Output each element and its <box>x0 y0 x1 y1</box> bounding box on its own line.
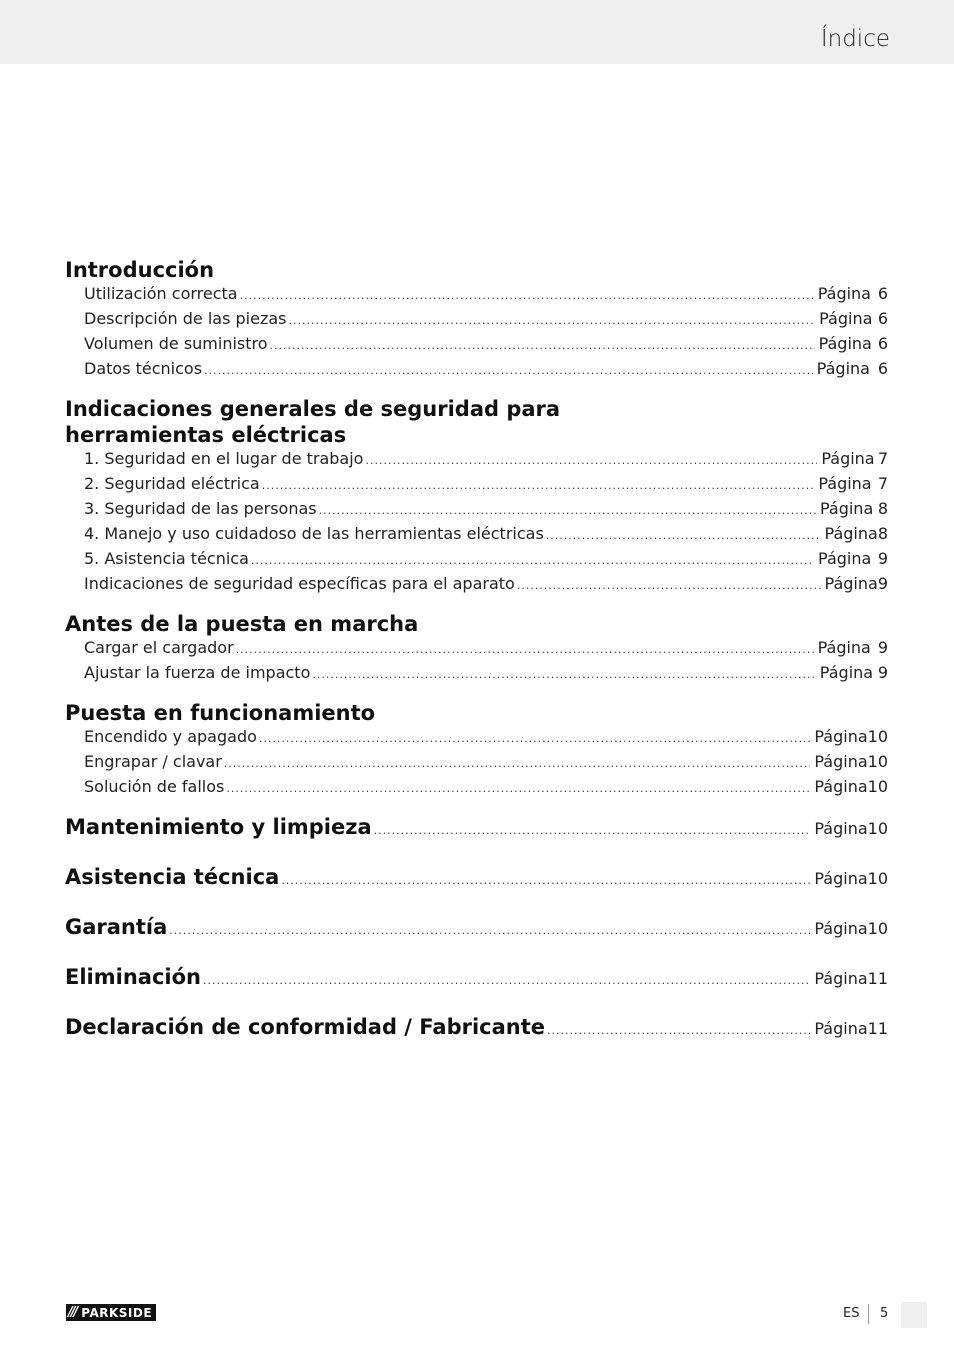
entry-label: 4. Manejo y uso cuidadoso de las herramientas eléctricas <box>84 524 544 543</box>
toc-entry[interactable] <box>65 574 888 599</box>
parkside-logo <box>66 1304 156 1321</box>
dot-leader <box>169 924 810 937</box>
entry-label: 5. Asistencia técnica <box>84 549 249 568</box>
dot-leader <box>224 757 811 770</box>
dot-leader <box>374 824 811 837</box>
section-title: Mantenimiento y limpieza <box>65 815 372 839</box>
page-title: Índice <box>820 26 890 52</box>
header-bar <box>0 0 954 64</box>
page-word: Página <box>814 727 868 746</box>
section-title: Garantía <box>65 915 168 939</box>
toc-section-eliminacion[interactable] <box>65 965 888 1015</box>
toc-entry[interactable] <box>65 359 888 384</box>
page-word: Página <box>818 474 872 493</box>
toc-entry[interactable] <box>65 309 888 334</box>
section-title: Introducción <box>65 258 215 282</box>
page-word: Página <box>817 638 871 657</box>
toc-section-introduccion <box>65 258 888 384</box>
entry-label: Descripción de las piezas <box>84 309 287 328</box>
entry-label: 2. Seguridad eléctrica <box>84 474 260 493</box>
toc-section-garantia[interactable] <box>65 915 888 965</box>
page-word: Página <box>814 752 868 771</box>
page-word: Página <box>814 1019 868 1038</box>
toc-section-asistencia-tecnica[interactable] <box>65 865 888 915</box>
dot-leader <box>288 314 815 327</box>
entry-label: Volumen de suministro <box>84 334 268 353</box>
dot-leader <box>262 479 815 492</box>
dot-leader <box>240 289 814 302</box>
toc-entry[interactable] <box>65 474 888 499</box>
page-number: 10 <box>867 727 888 746</box>
page-number: 6 <box>877 309 888 328</box>
footer-divider <box>868 1304 869 1324</box>
page-number: 7 <box>877 449 888 468</box>
page-word: Página <box>814 919 868 938</box>
page-number: 10 <box>867 752 888 771</box>
page-word: Página <box>814 869 868 888</box>
page-number: 7 <box>877 474 888 493</box>
dot-leader <box>236 643 814 656</box>
dot-leader <box>270 339 815 352</box>
page-word: Página <box>816 359 870 378</box>
page-number: 9 <box>877 638 888 657</box>
entry-label: Datos técnicos <box>84 359 203 378</box>
footer-tab-box <box>901 1302 927 1328</box>
page-number: 6 <box>877 359 888 378</box>
dot-leader <box>547 1024 810 1037</box>
page-number: 6 <box>877 284 888 303</box>
section-title-line-2: herramientas eléctricas <box>65 423 347 447</box>
dot-leader <box>281 874 810 887</box>
toc-section-antes-puesta-en-marcha <box>65 612 888 688</box>
toc-entry[interactable] <box>65 524 888 549</box>
page-word: Página <box>817 284 871 303</box>
toc-entry[interactable] <box>65 284 888 309</box>
dot-leader <box>251 554 814 567</box>
section-title: Antes de la puesta en marcha <box>65 612 419 636</box>
page-word: Página <box>814 969 868 988</box>
dot-leader <box>365 454 817 467</box>
entry-label: Indicaciones de seguridad específicas para el aparato <box>84 574 515 593</box>
section-title: Eliminación <box>65 965 201 989</box>
toc-section-declaracion[interactable] <box>65 1015 888 1065</box>
section-title: Puesta en funcionamiento <box>65 701 376 725</box>
toc-entry[interactable] <box>65 334 888 359</box>
page-number: 10 <box>867 919 888 938</box>
page-number: 11 <box>867 969 888 988</box>
entry-label: Ajustar la fuerza de impacto <box>84 663 311 682</box>
toc-section-mantenimiento[interactable] <box>65 815 888 865</box>
logo-text: PARKSIDE <box>81 1305 153 1320</box>
page-word: Página <box>819 309 873 328</box>
dot-leader <box>319 504 816 517</box>
page-word: Página <box>819 499 874 518</box>
toc-section-seguridad <box>65 397 888 599</box>
toc-entry[interactable] <box>65 499 888 524</box>
toc-entry[interactable] <box>65 777 888 802</box>
section-title: Asistencia técnica <box>65 865 280 889</box>
page-word: Página <box>819 663 874 682</box>
page-word: Página <box>824 524 878 543</box>
page-number: 8 <box>877 499 888 518</box>
dot-leader <box>226 782 810 795</box>
toc-entry[interactable] <box>65 752 888 777</box>
page-number: 10 <box>867 819 888 838</box>
language-code: ES <box>843 1306 860 1321</box>
page-number: 9 <box>877 549 888 568</box>
dot-leader <box>312 668 815 681</box>
dot-leader <box>203 974 810 987</box>
section-title-line-1: Indicaciones generales de seguridad para <box>65 397 561 421</box>
dot-leader <box>546 529 821 542</box>
entry-label: Solución de fallos <box>84 777 225 796</box>
page-number-footer: 5 <box>880 1306 889 1321</box>
page-number: 9 <box>877 663 888 682</box>
dot-leader <box>259 732 810 745</box>
table-of-contents <box>65 258 888 1065</box>
toc-entry[interactable] <box>65 638 888 663</box>
page-word: Página <box>818 549 872 568</box>
dot-leader <box>204 364 813 377</box>
entry-label: 3. Seguridad de las personas <box>84 499 317 518</box>
toc-section-puesta-en-funcionamiento <box>65 701 888 802</box>
entry-label: Cargar el cargador <box>84 638 234 657</box>
toc-entry[interactable] <box>65 449 888 474</box>
toc-entry[interactable] <box>65 727 888 752</box>
page-word: Página <box>821 449 875 468</box>
entry-label: Engrapar / clavar <box>84 752 222 771</box>
entry-label: Utilización correcta <box>84 284 238 303</box>
dot-leader <box>517 579 821 592</box>
toc-entry[interactable] <box>65 549 888 574</box>
page-number: 10 <box>867 869 888 888</box>
page-number: 9 <box>877 574 888 593</box>
page-word: Página <box>814 777 868 796</box>
entry-label: 1. Seguridad en el lugar de trabajo <box>84 449 364 468</box>
toc-entry[interactable] <box>65 663 888 688</box>
section-title: Declaración de conformidad / Fabricante <box>65 1015 546 1039</box>
page-number: 8 <box>877 524 888 543</box>
page-word: Página <box>814 819 868 838</box>
page-number: 10 <box>867 777 888 796</box>
logo-mark: /// <box>68 1305 77 1320</box>
page-number: 6 <box>877 334 888 353</box>
entry-label: Encendido y apagado <box>84 727 257 746</box>
page-number: 11 <box>867 1019 888 1038</box>
page-word: Página <box>824 574 878 593</box>
page-word: Página <box>818 334 872 353</box>
